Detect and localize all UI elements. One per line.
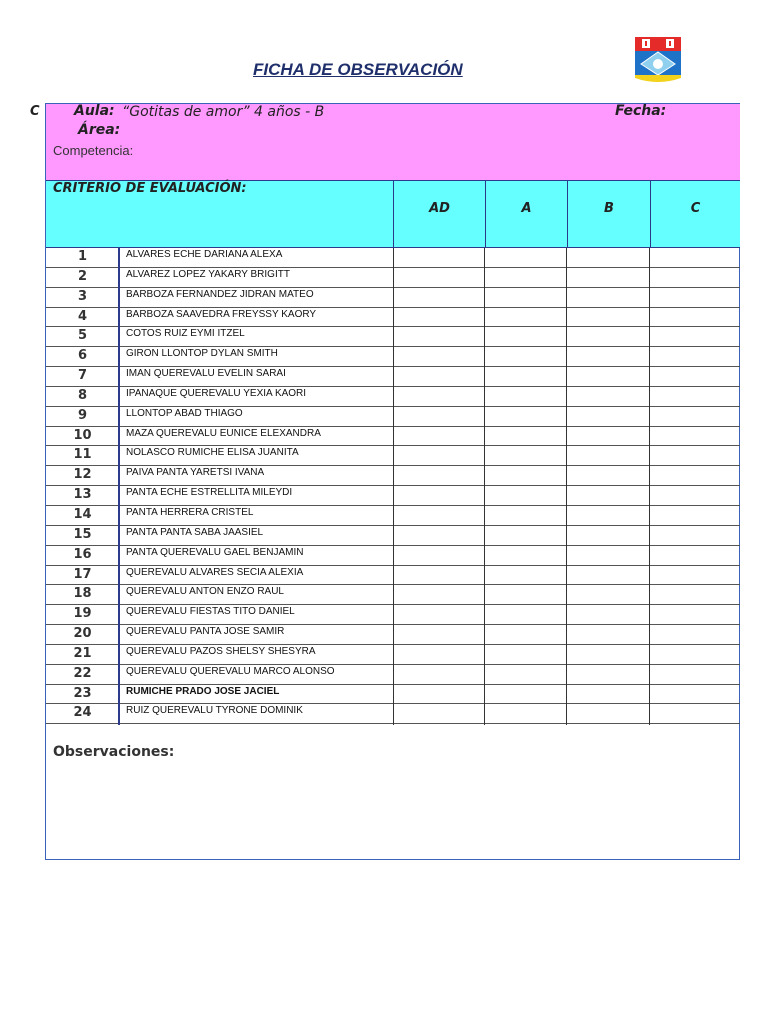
- row-number: 13: [73, 487, 92, 503]
- grade-cell-a[interactable]: [485, 288, 566, 307]
- grade-cell-a[interactable]: [485, 566, 566, 585]
- student-name: GIRON LLONTOP DYLAN SMITH: [126, 348, 278, 360]
- grade-cell-ad[interactable]: [394, 248, 484, 267]
- grade-cell-b[interactable]: [567, 506, 649, 525]
- grade-cell-c[interactable]: [650, 466, 739, 485]
- student-name: BARBOZA SAAVEDRA FREYSSY KAORY: [126, 308, 317, 320]
- grade-cell-b[interactable]: [567, 486, 649, 505]
- grade-cell-c[interactable]: [650, 268, 739, 287]
- row-number: 1: [77, 249, 88, 264]
- grade-cell-a[interactable]: [485, 685, 566, 704]
- aula-value: “Gotitas de amor” 4 años - B: [122, 104, 325, 120]
- student-name: QUEREVALU QUEREVALU MARCO ALONSO: [126, 665, 335, 677]
- student-name: ALVARES ECHE DARIANA ALEXA: [126, 249, 283, 260]
- row-number: 9: [77, 407, 88, 423]
- grade-cell-ad[interactable]: [394, 327, 484, 346]
- grade-cell-a[interactable]: [485, 248, 566, 267]
- grade-cell-a[interactable]: [485, 427, 566, 446]
- grade-cell-a[interactable]: [485, 446, 566, 465]
- grade-cell-b[interactable]: [567, 566, 649, 585]
- student-name: IPANAQUE QUEREVALU YEXIA KAORI: [126, 387, 307, 399]
- grade-cell-c[interactable]: [650, 566, 739, 585]
- row-number: 12: [73, 467, 92, 483]
- grade-cell-b[interactable]: [567, 367, 649, 386]
- grade-cell-a[interactable]: [485, 268, 566, 287]
- grade-cell-ad[interactable]: [394, 645, 484, 664]
- grade-cell-ad[interactable]: [394, 288, 484, 307]
- grade-cell-a[interactable]: [485, 625, 566, 644]
- student-name: RUIZ QUEREVALU TYRONE DOMINIK: [126, 705, 303, 717]
- student-name: QUEREVALU PAZOS SHELSY SHESYRA: [126, 645, 316, 657]
- grade-cell-a[interactable]: [485, 645, 566, 664]
- student-name: QUEREVALU ANTON ENZO RAUL: [126, 586, 284, 598]
- column-header-b: B: [567, 181, 650, 248]
- grade-cell-a[interactable]: [485, 585, 566, 604]
- student-name: QUEREVALU FIESTAS TITO DANIEL: [126, 606, 295, 618]
- row-number: 17: [73, 566, 92, 582]
- grade-cell-ad[interactable]: [394, 546, 484, 565]
- grade-cell-a[interactable]: [485, 486, 566, 505]
- student-name: QUEREVALU PANTA JOSE SAMIR: [126, 626, 285, 638]
- column-header-a: A: [485, 181, 567, 248]
- grade-cell-ad[interactable]: [394, 506, 484, 525]
- grade-cell-b[interactable]: [567, 288, 649, 307]
- grade-cell-b[interactable]: [567, 665, 649, 684]
- row-number: 16: [73, 546, 92, 562]
- row-number: 23: [73, 685, 92, 701]
- column-divider: [484, 248, 485, 725]
- grade-cell-a[interactable]: [485, 367, 566, 386]
- column-divider: [118, 248, 120, 725]
- row-number: 21: [73, 645, 92, 661]
- student-name: PANTA PANTA SABA JAASIEL: [126, 526, 264, 538]
- criterio-label: CRITERIO DE EVALUACIÓN:: [53, 181, 247, 196]
- student-name: MAZA QUEREVALU EUNICE ELEXANDRA: [126, 427, 321, 439]
- grade-cell-ad[interactable]: [394, 685, 484, 704]
- grade-cell-c[interactable]: [650, 625, 739, 644]
- row-number: 14: [73, 506, 92, 522]
- column-header-c: C: [650, 181, 740, 248]
- grade-cell-b[interactable]: [567, 585, 649, 604]
- grade-cell-a[interactable]: [485, 327, 566, 346]
- grade-cell-c[interactable]: [650, 327, 739, 346]
- grade-cell-c[interactable]: [650, 446, 739, 465]
- grade-cell-c[interactable]: [650, 704, 739, 723]
- grade-cell-ad[interactable]: [394, 486, 484, 505]
- grade-cell-c[interactable]: [650, 248, 739, 267]
- grade-cell-b[interactable]: [567, 526, 649, 545]
- grade-cell-a[interactable]: [485, 347, 566, 366]
- grade-cell-c[interactable]: [650, 506, 739, 525]
- column-divider: [393, 248, 394, 725]
- grade-cell-b[interactable]: [567, 466, 649, 485]
- grade-cell-ad[interactable]: [394, 347, 484, 366]
- grade-cell-c[interactable]: [650, 367, 739, 386]
- grade-cell-c[interactable]: [650, 585, 739, 604]
- grade-cell-b[interactable]: [567, 427, 649, 446]
- fecha-label: Fecha:: [615, 103, 667, 119]
- grade-cell-ad[interactable]: [394, 566, 484, 585]
- row-number: 18: [73, 586, 92, 602]
- grade-cell-ad[interactable]: [394, 407, 484, 426]
- grade-cell-c[interactable]: [650, 288, 739, 307]
- observaciones-label: Observaciones:: [53, 744, 175, 760]
- student-name: ALVAREZ LOPEZ YAKARY BRIGITT: [126, 268, 290, 280]
- grade-cell-a[interactable]: [485, 407, 566, 426]
- row-number: 24: [73, 705, 92, 721]
- grade-cell-ad[interactable]: [394, 625, 484, 644]
- student-name: PANTA HERRERA CRISTEL: [126, 506, 254, 518]
- grade-cell-c[interactable]: [650, 685, 739, 704]
- student-name: QUEREVALU ALVARES SECIA ALEXIA: [126, 566, 304, 578]
- grade-cell-b[interactable]: [567, 407, 649, 426]
- grade-cell-a[interactable]: [485, 605, 566, 624]
- aula-label: Aula:: [74, 103, 115, 119]
- grade-cell-a[interactable]: [485, 526, 566, 545]
- grade-cell-ad[interactable]: [394, 605, 484, 624]
- grade-cell-b[interactable]: [567, 625, 649, 644]
- grade-cell-c[interactable]: [650, 387, 739, 406]
- grade-cell-c[interactable]: [650, 347, 739, 366]
- grade-cell-c[interactable]: [650, 645, 739, 664]
- grade-cell-c[interactable]: [650, 526, 739, 545]
- grade-cell-c[interactable]: [650, 308, 739, 327]
- grade-cell-c[interactable]: [650, 407, 739, 426]
- student-name: IMAN QUEREVALU EVELIN SARAI: [126, 368, 286, 380]
- grade-cell-ad[interactable]: [394, 427, 484, 446]
- grade-cell-ad[interactable]: [394, 308, 484, 327]
- grade-cell-b[interactable]: [567, 248, 649, 267]
- row-number: 2: [77, 268, 88, 284]
- grade-cell-ad[interactable]: [394, 526, 484, 545]
- student-name: PANTA QUEREVALU GAEL BENJAMIN: [126, 546, 304, 558]
- student-name: COTOS RUIZ EYMI ITZEL: [126, 328, 245, 340]
- grade-cell-a[interactable]: [485, 665, 566, 684]
- grade-cell-c[interactable]: [650, 427, 739, 446]
- row-number: 5: [77, 328, 88, 344]
- student-name: PAIVA PANTA YARETSI IVANA: [126, 467, 265, 479]
- row-number: 11: [73, 447, 92, 463]
- student-name: BARBOZA FERNANDEZ JIDRAN MATEO: [126, 288, 314, 300]
- grade-cell-b[interactable]: [567, 308, 649, 327]
- area-label: Área:: [78, 122, 121, 138]
- grade-cell-ad[interactable]: [394, 268, 484, 287]
- grade-cell-ad[interactable]: [394, 665, 484, 684]
- grade-cell-b[interactable]: [567, 685, 649, 704]
- page-title: FICHA DE OBSERVACIÓN: [253, 60, 463, 79]
- column-divider: [649, 248, 650, 725]
- student-name: LLONTOP ABAD THIAGO: [126, 407, 243, 419]
- student-name: RUMICHE PRADO JOSE JACIEL: [126, 685, 280, 697]
- row-number: 7: [77, 368, 88, 384]
- grade-cell-a[interactable]: [485, 506, 566, 525]
- row-number: 8: [77, 387, 88, 403]
- row-number: 19: [73, 606, 92, 622]
- student-name: NOLASCO RUMICHE ELISA JUANITA: [126, 447, 299, 459]
- grade-cell-c[interactable]: [650, 486, 739, 505]
- competencia-label: Competencia:: [53, 143, 134, 158]
- grade-cell-b[interactable]: [567, 268, 649, 287]
- row-number: 10: [73, 427, 92, 443]
- row-number: 20: [73, 626, 92, 642]
- grade-cell-b[interactable]: [567, 327, 649, 346]
- row-number: 22: [73, 665, 92, 681]
- grade-cell-ad[interactable]: [394, 367, 484, 386]
- column-divider: [566, 248, 567, 725]
- grade-cell-b[interactable]: [567, 645, 649, 664]
- grade-cell-b[interactable]: [567, 546, 649, 565]
- grade-cell-ad[interactable]: [394, 446, 484, 465]
- grade-cell-ad[interactable]: [394, 585, 484, 604]
- grade-cell-c[interactable]: [650, 605, 739, 624]
- grade-cell-b[interactable]: [567, 704, 649, 723]
- row-number: 15: [73, 526, 92, 542]
- grade-cell-a[interactable]: [485, 387, 566, 406]
- grade-cell-ad[interactable]: [394, 704, 484, 723]
- row-number: 6: [77, 348, 88, 364]
- grade-cell-a[interactable]: [485, 308, 566, 327]
- grade-cell-c[interactable]: [650, 665, 739, 684]
- row-number: 4: [77, 308, 88, 324]
- student-name: PANTA ECHE ESTRELLITA MILEYDI: [126, 487, 293, 499]
- column-header-ad: AD: [393, 181, 485, 248]
- grade-cell-ad[interactable]: [394, 387, 484, 406]
- grade-cell-c[interactable]: [650, 546, 739, 565]
- grade-cell-b[interactable]: [567, 387, 649, 406]
- row-number: 3: [77, 288, 88, 304]
- grade-cell-b[interactable]: [567, 347, 649, 366]
- grade-cell-b[interactable]: [567, 446, 649, 465]
- grade-cell-b[interactable]: [567, 605, 649, 624]
- grade-cell-ad[interactable]: [394, 466, 484, 485]
- school-shield-logo-icon: [634, 36, 682, 84]
- grade-cell-a[interactable]: [485, 704, 566, 723]
- grade-cell-a[interactable]: [485, 466, 566, 485]
- grade-cell-a[interactable]: [485, 546, 566, 565]
- c-mark: C: [30, 104, 40, 119]
